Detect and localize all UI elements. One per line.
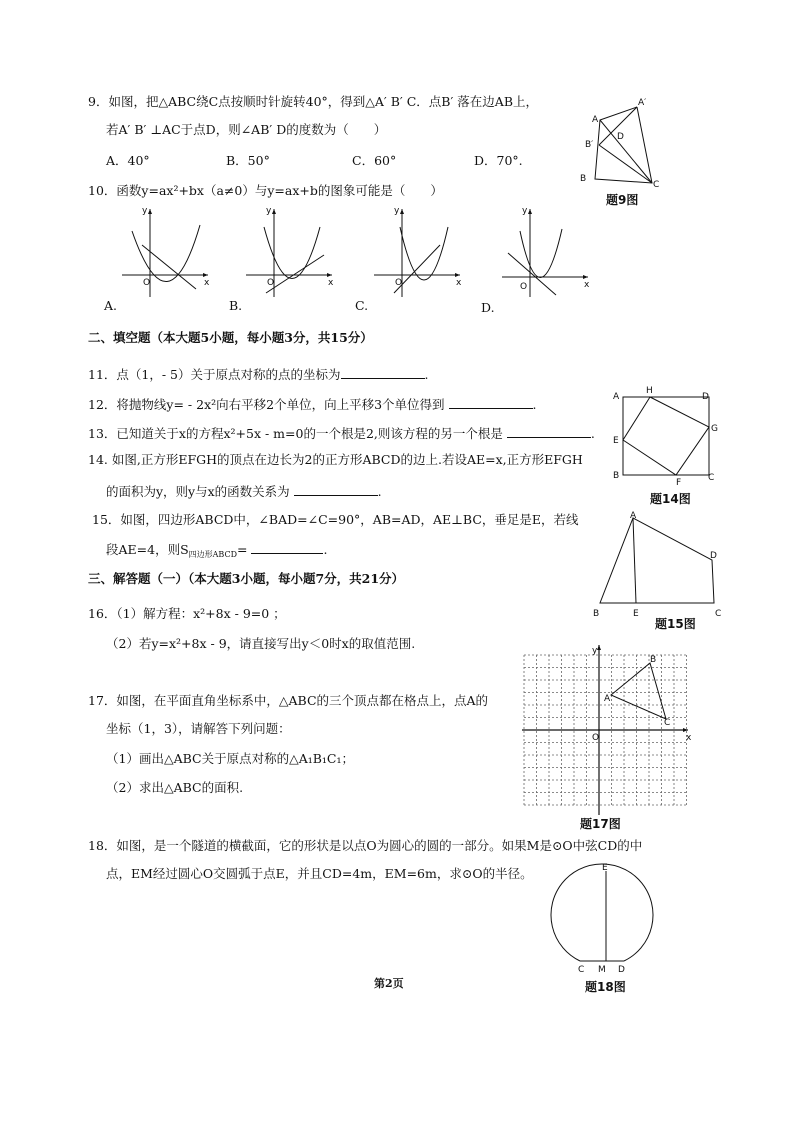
q18-label-d: D (618, 965, 625, 975)
q17-label-o: O (592, 733, 600, 743)
q9-line1: 9．如图，把△ABC绕C点按顺时针旋转40°，得到△A′ B′ C．点B′ 落在边AB上， (88, 94, 539, 109)
q15-figure (590, 510, 730, 620)
q17-label-a: A (604, 694, 611, 704)
q9-label-b: B (580, 174, 587, 184)
q14-label-h: H (646, 386, 653, 396)
q11-stem: 11．点（1，- 5）关于原点对称的点的坐标为 (88, 367, 341, 382)
q14-stem: 的面积为y，则y与x的函数关系为 (106, 484, 290, 499)
q15-end: . (323, 542, 328, 557)
q10c-x: x (456, 278, 462, 288)
q15-label-c: C (715, 609, 722, 619)
q16-line1: 16．（1）解方程：x²+8x - 9=0 ； (88, 606, 286, 621)
q14-label-c: C (708, 473, 715, 483)
q14-label-f: F (676, 478, 682, 488)
q17-label-y: y (592, 646, 598, 656)
q10d-x: x (584, 280, 590, 290)
q15-line1: 15．如图，四边形ABCD中，∠BAD=∠C=90°，AB=AD，AE⊥BC，垂足是E，若线 (92, 512, 579, 527)
q14-line2 (106, 482, 382, 500)
q10-line1: 10．函数y=ax²+bx（a≠0）与y=ax+b的图象可能是（ ） (88, 183, 443, 198)
q12-stem: 12．将抛物线y= - 2x²向右平移2个单位，向上平移3个单位得到 (88, 397, 445, 412)
q10d-o: O (520, 282, 528, 292)
q9-figure (575, 95, 675, 190)
q17-caption: 题17图 (580, 817, 621, 831)
section-3-heading: 三、解答题（一）（本大题3小题，每小题7分，共21分） (88, 571, 405, 586)
q10c-y: y (394, 206, 400, 216)
q17-label-b: B (650, 655, 657, 665)
q9-label-c: C (653, 180, 660, 190)
q9-option-c: C．60° (352, 153, 397, 168)
q18-line1: 18．如图，是一个隧道的横截面，它的形状是以点O为圆心的圆的一部分。如果M是⊙O中弦CD的中 (88, 838, 643, 853)
q17-line1: 17．如图，在平面直角坐标系中，△ABC的三个顶点都在格点上，点A的 (88, 693, 489, 708)
q9-label-a1: A′ (638, 98, 647, 108)
q10b-y: y (266, 206, 272, 216)
q14-label-b: B (613, 471, 620, 481)
q14-caption: 题14图 (650, 492, 691, 506)
q17-figure (522, 645, 692, 815)
q14-label-a: A (613, 392, 620, 402)
q10-graph-c (372, 205, 467, 300)
q18-label-m: M (598, 965, 606, 975)
q13-text (88, 424, 595, 442)
q17-line4: （2）求出△ABC的面积. (106, 780, 244, 795)
q15-label-e: E (633, 609, 639, 619)
q15-caption: 题15图 (655, 617, 696, 631)
page-footer: 第2页 (374, 977, 404, 990)
q9-option-a: A．40° (106, 153, 150, 168)
q13-stem: 13．已知道关于x的方程x²+5x - m=0的一个根是2,则该方程的另一个根是 (88, 426, 503, 441)
q15-line2 (106, 540, 327, 563)
q10-letter-b: B. (229, 298, 243, 313)
q14-answer-blank[interactable] (294, 482, 378, 496)
q17-line3: （1）画出△ABC关于原点对称的△A₁B₁C₁； (106, 751, 354, 766)
q10-letter-a: A. (104, 298, 118, 313)
q9-option-d: D．70°. (474, 153, 523, 168)
q17-line2: 坐标（1，3），请解答下列问题： (106, 721, 291, 736)
q15-equals: = (237, 542, 248, 557)
q10a-x: x (204, 278, 210, 288)
q14-figure (610, 385, 720, 488)
q11-text (88, 365, 429, 383)
q10c-o: O (395, 278, 403, 288)
q10-letter-c: C. (355, 298, 369, 313)
q18-figure (548, 862, 668, 982)
q15-label-b: B (593, 609, 600, 619)
q9-caption: 题9图 (606, 193, 639, 207)
q9-label-a: A (592, 115, 599, 125)
q18-line2: 点，EM经过圆心O交圆弧于点E，并且CD=4m，EM=6m，求⊙O的半径。 (106, 866, 533, 881)
q14-label-e: E (613, 436, 619, 446)
q14-end: . (377, 484, 382, 499)
q17-label-x: x (686, 733, 692, 743)
q9-line2: 若A′ B′ ⊥AC于点D，则∠AB′ D的度数为（ ） (106, 122, 387, 137)
q9-label-d: D (617, 132, 624, 142)
q13-end: . (590, 426, 595, 441)
q18-label-c: C (578, 965, 585, 975)
q12-end: . (532, 397, 537, 412)
q10b-o: O (267, 278, 275, 288)
q15-label-a: A (630, 511, 637, 521)
q15-subscript: 四边形ABCD (188, 550, 237, 559)
q17-label-c: C (664, 718, 671, 728)
q9-option-b: B．50° (226, 153, 270, 168)
q15-stem: 段AE=4，则S (106, 542, 189, 557)
q10-graph-b (244, 205, 339, 300)
q10b-x: x (328, 278, 334, 288)
q10d-y: y (522, 206, 528, 216)
q12-answer-blank[interactable] (449, 395, 533, 409)
q14-label-g: G (711, 424, 718, 434)
q18-caption: 题18图 (585, 980, 626, 994)
q14-line1: 14. 如图,正方形EFGH的顶点在边长为2的正方形ABCD的边上.若设AE=x,正方形EFGH (88, 452, 583, 467)
q11-end: . (424, 367, 429, 382)
q15-label-d: D (710, 551, 717, 561)
q10-graph-d (500, 205, 595, 300)
q12-text (88, 395, 537, 413)
q18-label-e: E (602, 863, 608, 873)
q11-answer-blank[interactable] (341, 365, 425, 379)
q10-graph-a (120, 205, 215, 300)
q10-letter-d: D. (481, 300, 495, 315)
q10a-o: O (143, 278, 151, 288)
q13-answer-blank[interactable] (507, 424, 591, 438)
section-2-heading: 二、填空题（本大题5小题，每小题3分，共15分） (88, 330, 373, 345)
q10a-y: y (142, 206, 148, 216)
q14-label-d: D (702, 392, 709, 402)
q9-label-b1: B′ (585, 140, 594, 150)
q16-line2: （2）若y=x²+8x - 9，请直接写出y＜0时x的取值范围. (106, 636, 416, 651)
q15-answer-blank[interactable] (251, 540, 323, 554)
